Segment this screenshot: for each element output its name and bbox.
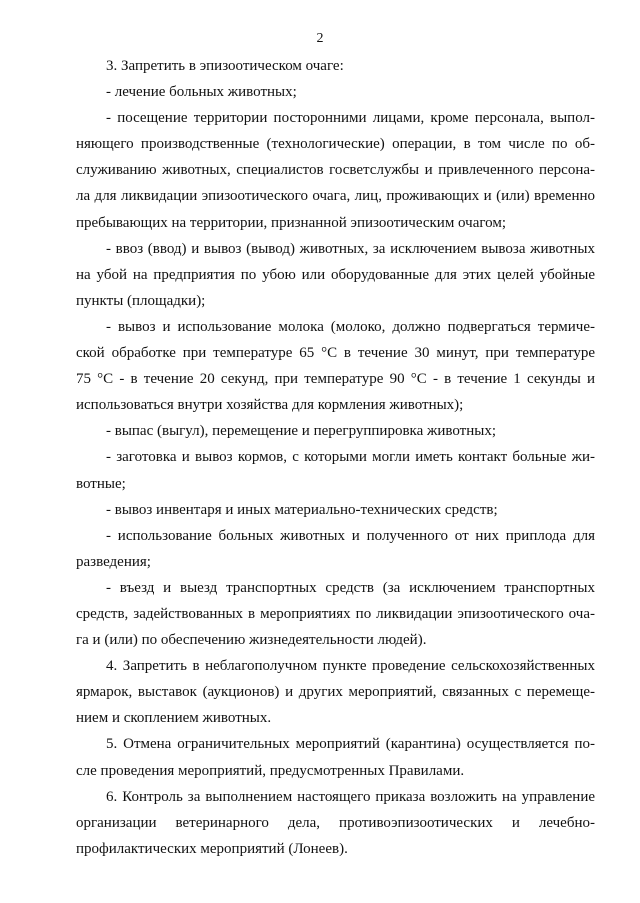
document-body xyxy=(76,53,595,862)
text-line: ярмарок, выставок (аукционов) и других мероприятий, связанных с перемеще- xyxy=(76,684,595,701)
text-line: организации ветеринарного дела, противоэпизоотических и лечебно- xyxy=(76,814,595,831)
text-line: 3. Запретить в эпизоотическом очаге: xyxy=(106,58,344,74)
text-line: - вывоз и использование молока (молоко, должно подвергаться термиче- xyxy=(106,318,595,335)
text-line: - лечение больных животных; xyxy=(106,84,297,101)
text-line: пребывающих на территории, признанной эпизоотическим очагом; xyxy=(76,214,507,231)
text-line: использоваться внутри хозяйства для кормления животных); xyxy=(76,397,464,414)
text-line: ской обработке при температуре 65 °С в течение 30 минут, при температуре xyxy=(76,345,595,362)
text-line: на убой на предприятия по убою или оборудованные для этих целей убойные xyxy=(76,266,595,283)
text-line: средств, задействованных в мероприятиях по ликвидации эпизоотического оча- xyxy=(76,605,595,622)
text-line: - выпас (выгул), перемещение и перегруппировка животных; xyxy=(106,423,496,440)
text-line: 5. Отмена ограничительных мероприятий (карантина) осуществляется по- xyxy=(106,736,595,753)
text-line: няющего производственные (технологические) операции, в том числе по об- xyxy=(76,136,595,153)
text-line: нием и скоплением животных. xyxy=(76,710,272,727)
text-line: служиванию животных, специалистов госветслужбы и привлеченного персона- xyxy=(76,162,595,179)
text-line: разведения; xyxy=(76,553,151,570)
text-line: пункты (площадки); xyxy=(76,292,206,309)
text-line: 4. Запретить в неблагополучном пункте проведение сельскохозяйственных xyxy=(106,658,595,675)
text-line: ла для ликвидации эпизоотического очага, лиц, проживающих и (или) временно xyxy=(76,188,595,205)
text-line: - въезд и выезд транспортных средств (за исключением транспортных xyxy=(106,579,595,596)
text-line: 75 °С - в течение 20 секунд, при температуре 90 °С - в течение 1 секунды и xyxy=(76,371,595,388)
page-number: 2 xyxy=(316,31,324,46)
text-line: - заготовка и вывоз кормов, с которыми могли иметь контакт больные жи- xyxy=(106,449,595,466)
text-line: - вывоз инвентаря и иных материально-технических средств; xyxy=(106,501,498,518)
text-line: - использование больных животных и полученного от них приплода для xyxy=(106,527,595,544)
text-line: профилактических мероприятий (Лонеев). xyxy=(76,840,348,857)
text-line: га и (или) по обеспечению жизнедеятельности людей). xyxy=(76,632,427,649)
text-line: - ввоз (ввод) и вывоз (вывод) животных, за исключением вывоза животных xyxy=(106,240,595,257)
text-line: - посещение территории посторонними лицами, кроме персонала, выпол- xyxy=(106,110,595,127)
text-line: 6. Контроль за выполнением настоящего приказа возложить на управление xyxy=(106,788,595,805)
text-line: вотные; xyxy=(76,475,126,492)
text-line: сле проведения мероприятий, предусмотренных Правилами. xyxy=(76,762,465,779)
